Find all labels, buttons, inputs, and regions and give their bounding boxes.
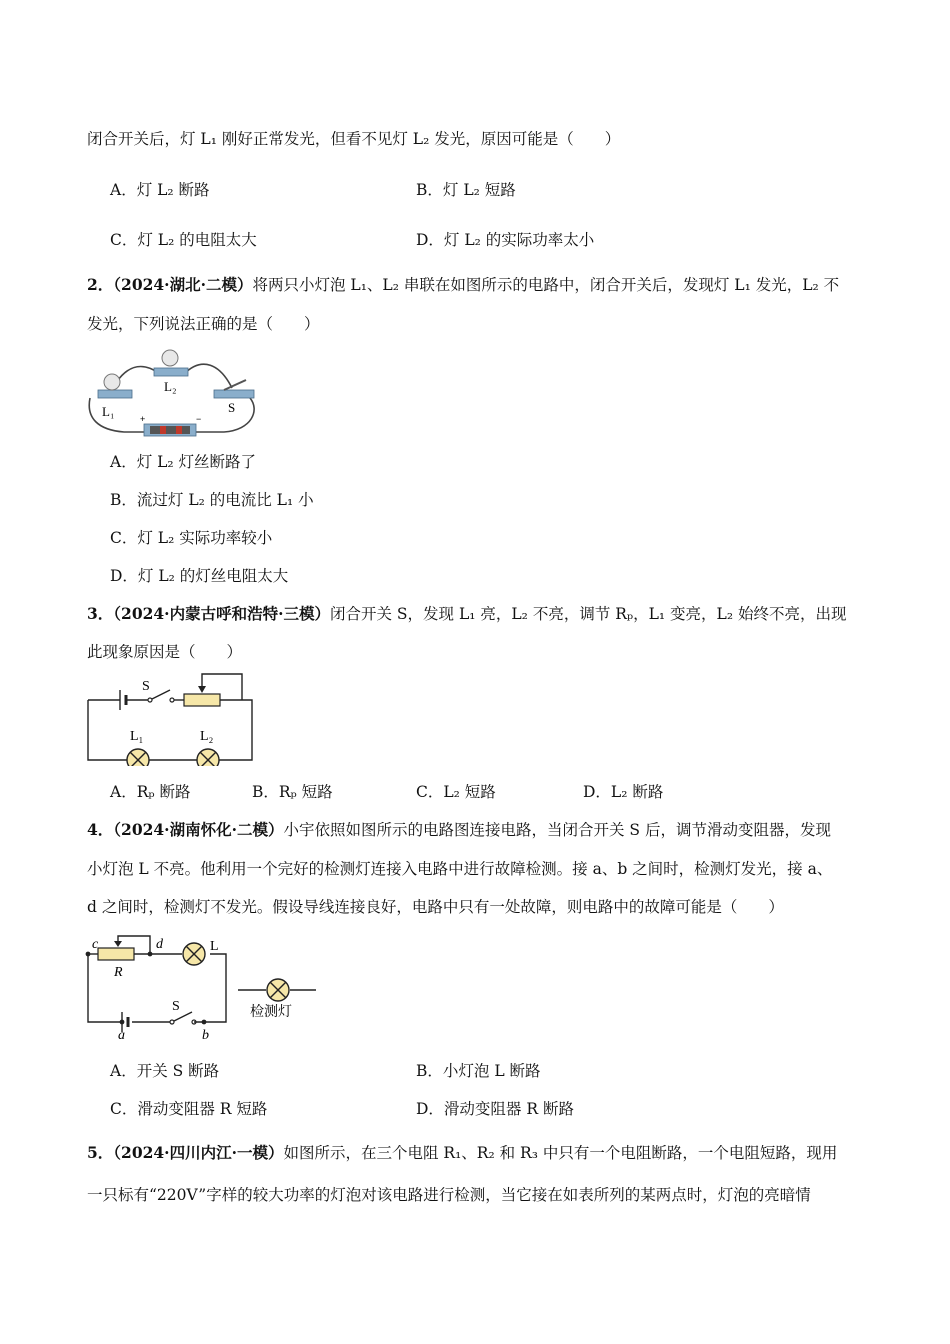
q4-option-d: D．滑动变阻器 R 断路: [416, 1100, 574, 1118]
q3-stem-line2: 此现象原因是（ ）: [87, 643, 243, 661]
q4-option-a: A．开关 S 断路: [110, 1062, 220, 1080]
q4-fig-label-a: a: [118, 1028, 125, 1042]
q2-circuit-figure: [84, 346, 264, 438]
q5-stem-line1: [87, 1142, 837, 1164]
q2-source: （2024·湖北·二模）: [113, 275, 253, 294]
q4-source: （2024·湖南怀化·二模）: [113, 820, 284, 839]
q2-text: 将两只小灯泡 L₁、L₂ 串联在如图所示的电路中，闭合开关后，发现灯 L₁ 发光，L₂ 不: [252, 276, 840, 294]
q4-fig-label-r: R: [114, 965, 123, 980]
q2-option-b: B．流过灯 L₂ 的电流比 L₁ 小: [110, 491, 314, 509]
q3-option-b: B．Rₚ 短路: [252, 783, 333, 801]
q2-option-a: A．灯 L₂ 灯丝断路了: [110, 453, 257, 471]
q2-number: 2．: [87, 275, 114, 294]
q4-stem-line1: [87, 819, 831, 841]
q1-option-d: D．灯 L₂ 的实际功率太小: [416, 231, 595, 249]
q2-fig-label-plus: +: [140, 414, 146, 424]
q4-fig-label-c: c: [92, 937, 99, 952]
q1-option-c: C．灯 L₂ 的电阻太大: [110, 231, 257, 249]
q3-text: 闭合开关 S，发现 L₁ 亮，L₂ 不亮，调节 Rₚ，L₁ 变亮，L₂ 始终不亮，出现: [329, 605, 847, 623]
q5-number: 5．: [87, 1143, 114, 1162]
q4-option-c: C．滑动变阻器 R 短路: [110, 1100, 268, 1118]
q2-fig-label-l1: L₁: [102, 404, 115, 419]
q2-fig-label-s: S: [228, 400, 236, 415]
q2-option-c: C．灯 L₂ 实际功率较小: [110, 529, 273, 547]
q4-circuit-figure: [84, 932, 324, 1042]
q2-fig-label-l2: L₂: [164, 379, 177, 394]
q4-stem-line3: d 之间时，检测灯不发光。假设导线连接良好，电路中只有一处故障，则电路中的故障可能是（ ）: [87, 898, 784, 916]
q3-number: 3．: [87, 604, 114, 623]
q4-fig-label-d: d: [156, 937, 163, 952]
q5-stem-line2: 一只标有“220V”字样的较大功率的灯泡对该电路进行检测，当它接在如表所列的某两点时，灯泡的亮暗情: [87, 1186, 811, 1204]
q2-option-d: D．灯 L₂ 的灯丝电阻太大: [110, 567, 289, 585]
q2-fig-label-minus: −: [196, 414, 202, 424]
q2-stem-line1: [87, 274, 839, 296]
q4-fig-label-detector: 检测灯: [250, 1003, 292, 1019]
q3-fig-label-s: S: [142, 679, 150, 694]
q1-option-b: B．灯 L₂ 短路: [416, 181, 516, 199]
q2-stem-line2: 发光，下列说法正确的是（ ）: [87, 315, 320, 333]
q4-text: 小宇依照如图所示的电路图连接电路，当闭合开关 S 后，调节滑动变阻器，发现: [283, 821, 831, 839]
q3-option-c: C．L₂ 短路: [416, 783, 496, 801]
q1-option-a: A．灯 L₂ 断路: [110, 181, 210, 199]
q4-option-b: B．小灯泡 L 断路: [416, 1062, 541, 1080]
q3-option-d: D．L₂ 断路: [583, 783, 664, 801]
q3-source: （2024·内蒙古呼和浩特·三模）: [113, 604, 330, 623]
q4-number: 4．: [87, 820, 114, 839]
q3-fig-label-l2: L₂: [200, 729, 214, 744]
q4-fig-label-l: L: [210, 939, 219, 954]
q4-fig-label-b: b: [202, 1028, 209, 1042]
q5-source: （2024·四川内江·一模）: [113, 1143, 284, 1162]
q3-option-a: A．Rₚ 断路: [110, 783, 191, 801]
q1-stem: 闭合开关后，灯 L₁ 刚好正常发光，但看不见灯 L₂ 发光，原因可能是（ ）: [87, 130, 621, 148]
q3-fig-label-l1: L₁: [130, 729, 144, 744]
q4-fig-label-s: S: [172, 999, 180, 1014]
q5-text: 如图所示，在三个电阻 R₁、R₂ 和 R₃ 中只有一个电阻断路，一个电阻短路，现用: [283, 1144, 838, 1162]
q3-circuit-figure: [84, 670, 256, 766]
q3-stem-line1: [87, 603, 847, 625]
q4-stem-line2: 小灯泡 L 不亮。他利用一个完好的检测灯连接入电路中进行故障检测。接 a、b 之间时，检测灯发光，接 a、: [87, 860, 833, 878]
